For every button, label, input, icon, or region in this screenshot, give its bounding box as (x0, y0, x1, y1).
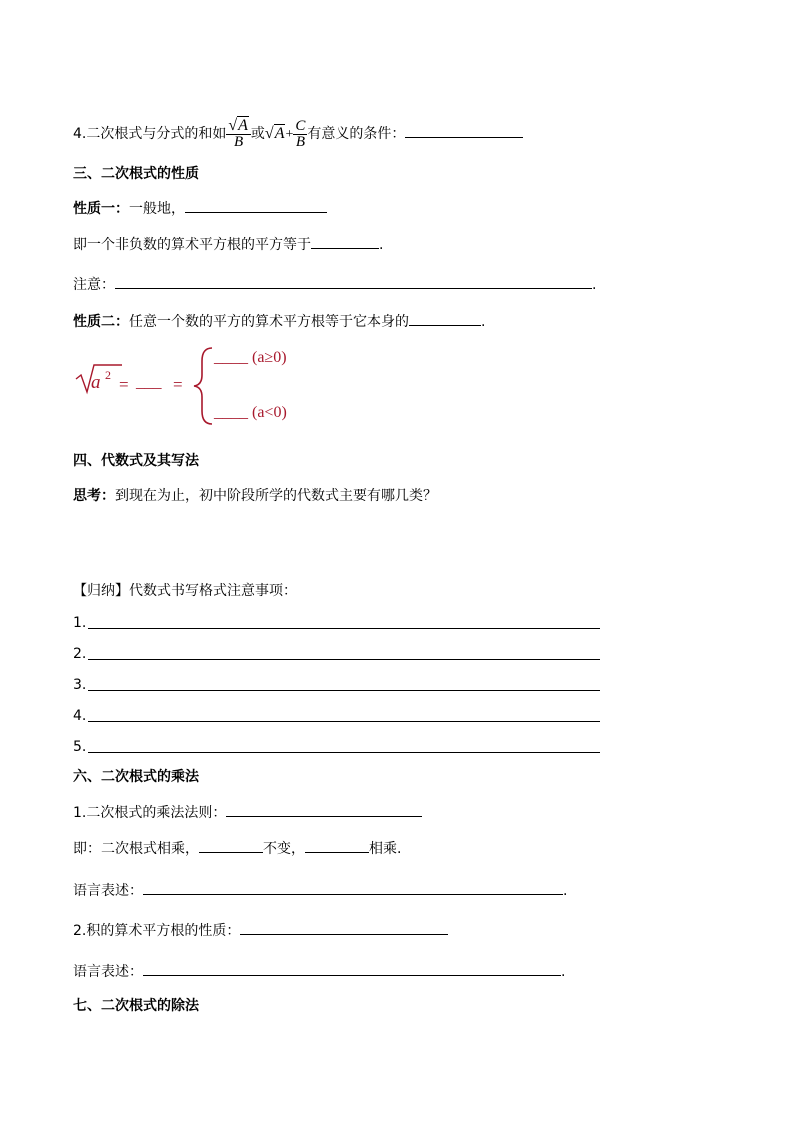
section3-title: 三、二次根式的性质 (73, 166, 199, 182)
note-blank (115, 274, 592, 289)
fraction-sqrtA-over-B: $\frac{√A}{B}$ (226, 118, 251, 150)
mult-rule-blank (226, 802, 422, 817)
list-item-line (88, 659, 600, 660)
list-item-line (88, 752, 600, 753)
mult-rule-line: 1.二次根式的乘法法则： (73, 802, 422, 822)
list-item: 4. (73, 708, 87, 724)
section4-title: 四、代数式及其写法 (73, 453, 199, 469)
list-item-line (88, 690, 600, 691)
list-item: 3. (73, 677, 87, 693)
list-item: 5. (73, 739, 87, 755)
note-line: 注意： . (73, 274, 596, 294)
list-item-line (88, 721, 600, 722)
mult-blank-2 (305, 838, 369, 853)
mult-blank-1 (199, 838, 263, 853)
nonneg-blank (311, 234, 379, 249)
prop2-blank (409, 311, 481, 326)
prop1-line: 性质一：一般地， (73, 198, 327, 218)
fraction-C-over-B: $\frac{C}{B}$ (295, 117, 306, 150)
lang2-blank (143, 961, 561, 976)
summary-line: 【归纳】代数式书写格式注意事项： (73, 583, 297, 599)
prop2-line: 性质二：任意一个数的平方的算术平方根等于它本身的 . (73, 311, 485, 331)
item4-line: 4.二次根式与分式的和如 $\frac{√A}{B}$ 或√A+ $\frac{C}{B}$ 有意义的条件： (73, 118, 523, 150)
item4-prefix: 4.二次根式与分式的和如 (73, 126, 227, 142)
list-item-line (88, 628, 600, 629)
product-prop-blank (240, 920, 448, 935)
lang2-line: 语言表述： . (73, 961, 565, 981)
product-prop-line: 2.积的算术平方根的性质： (73, 920, 448, 940)
list-item: 2. (73, 646, 87, 662)
mult-ji-line: 即：二次根式相乘， 不变， 相乘. (73, 838, 401, 858)
nonneg-line: 即一个非负数的算术平方根的平方等于 . (73, 234, 383, 254)
think-line: 思考：到现在为止，初中阶段所学的代数式主要有哪几类？ (73, 488, 437, 504)
list-item: 1. (73, 615, 87, 631)
lang1-line: 语言表述： . (73, 880, 567, 900)
prop1-blank (185, 198, 327, 213)
sqrt-A: √A (264, 125, 285, 142)
section7-title: 七、二次根式的除法 (73, 998, 199, 1014)
section6-title: 六、二次根式的乘法 (73, 769, 199, 785)
item4-blank (405, 123, 523, 138)
sqrt-a-squared-formula: a 2 = ___ = ____ (a≥0) ____ (a<0) (74, 345, 314, 430)
lang1-blank (143, 880, 563, 895)
